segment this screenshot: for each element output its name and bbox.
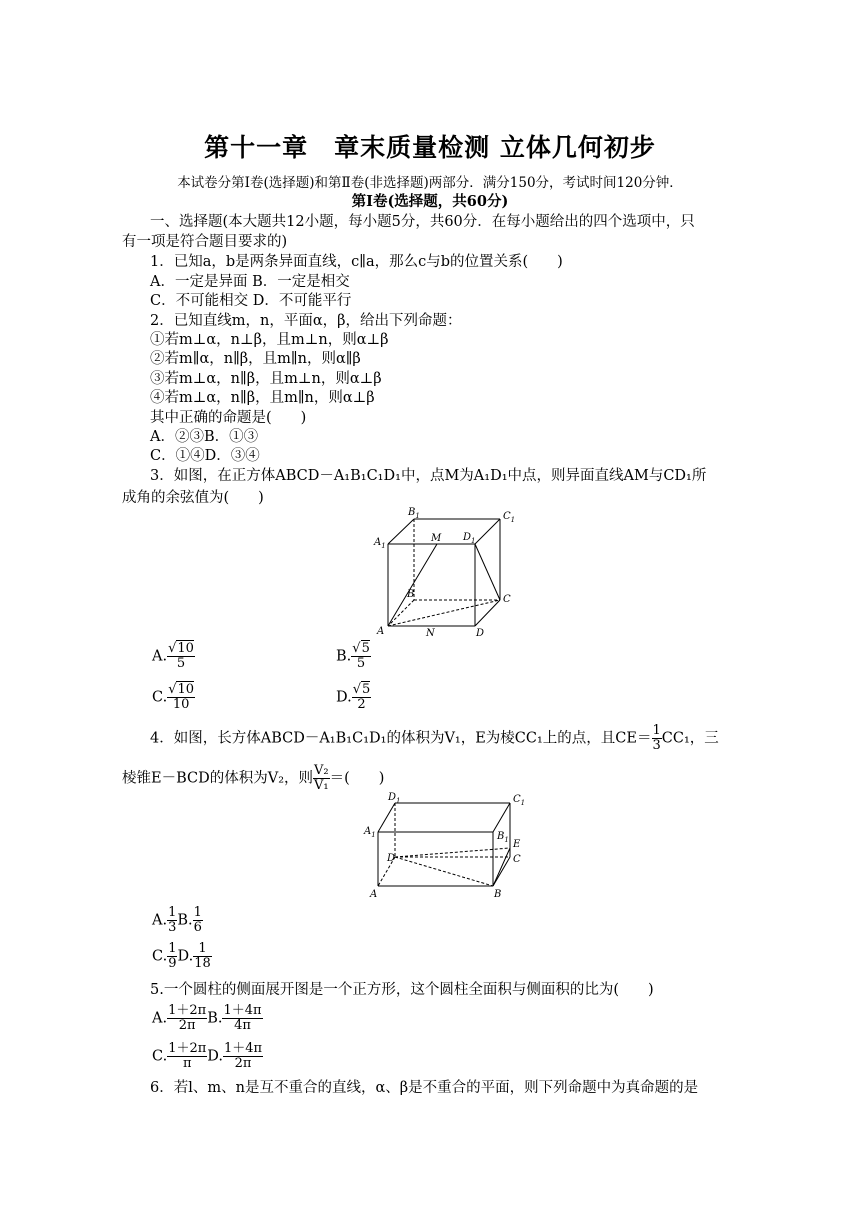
section1-instructions-cont: 有一项是符合题目要求的) [122,234,288,250]
label-C: C [513,854,521,865]
q1-options-ab: A．一定是异面 B．一定是相交 [150,274,350,290]
label-E: E [513,839,521,850]
q2-stem: 2．已知直线m，n，平面α，β，给出下列命题： [150,313,462,329]
label-A1: $A_1$ [364,826,376,839]
label-M: M [431,533,442,544]
label-A: A [370,889,378,900]
q3-option-c: C. $\frac{√10}{10}$ [152,682,195,712]
q3-option-d: D. $\frac{√5}{2}$ [336,682,371,712]
label-D: D [387,853,396,864]
q4-options-ab: A. $\frac{1}{3}$ B. $\frac{1}{6}$ [152,905,202,935]
q3-option-b: B. $\frac{√5}{5}$ [336,641,370,671]
q4-options-cd: C. $\frac{1}{9}$ D. $\frac{1}{18}$ [152,941,211,971]
q2-proposition-1: ①若m⊥α，n⊥β，且m⊥n，则α⊥β [150,332,389,348]
label-B: B [407,589,415,600]
q5-options-ab: A. $\frac{1+2\pi}{2\pi}$ B. $\frac{1+4\pi}{4\pi}$ [152,1003,262,1033]
q3-stem: 3．如图，在正方体ABCD－A₁B₁C₁D₁中，点M为A₁D₁中点，则异面直线AM与CD₁所 [150,468,707,484]
label-B1: $B_1$ [408,507,420,520]
q3-cube-figure [368,500,528,640]
label-D1: $D_1$ [388,792,401,805]
label-A: A [377,626,385,637]
page-title: 第十一章 章末质量检测 立体几何初步 [204,133,656,162]
label-N: N [426,628,435,639]
q4-stem: 4．如图，长方体ABCD－A₁B₁C₁D₁的体积为V₁，E为棱CC₁上的点，且CE＝ $\frac{1}{3}$ CC₁，三 [150,723,719,753]
part1-heading: 第Ⅰ卷(选择题，共60分) [351,193,509,210]
q2-options-cd: C．①④D．③④ [150,448,260,464]
label-A1: $A_1$ [374,537,386,550]
label-D1: $D_1$ [463,532,476,545]
q2-ask: 其中正确的命题是( ) [150,410,307,426]
q4-cuboid-figure [360,790,540,905]
q5-stem: 5.一个圆柱的侧面展开图是一个正方形，这个圆柱全面积与侧面积的比为( ) [150,982,654,998]
q2-proposition-3: ③若m⊥α，n∥β，且m⊥n，则α⊥β [150,371,382,387]
label-C1: $C_1$ [503,511,516,524]
exam-intro: 本试卷分第Ⅰ卷(选择题)和第Ⅱ卷(非选择题)两部分．满分150分，考试时间120分钟． [177,175,683,191]
label-D: D [476,628,485,639]
q3-option-a: A. $\frac{√10}{5}$ [152,641,194,671]
q3-stem-cont: 成角的余弦值为( ) [122,490,264,506]
q2-proposition-4: ④若m⊥α，n∥β，且m∥n，则α⊥β [150,390,375,406]
label-C1: $C_1$ [513,794,526,807]
q2-options-ab: A．②③B．①③ [150,429,259,445]
label-C: C [503,594,511,605]
q1-stem: 1．已知a，b是两条异面直线，c∥a，那么c与b的位置关系( ) [150,254,563,270]
q2-proposition-2: ②若m∥α，n∥β，且m∥n，则α∥β [150,351,361,367]
label-B: B [494,889,502,900]
section1-instructions: 一、选择题(本大题共12小题，每小题5分，共60分．在每小题给出的四个选项中，只 [150,214,695,230]
q5-options-cd: C. $\frac{1+2\pi}{\pi}$ D. $\frac{1+4\pi}{2\pi}$ [152,1041,263,1071]
label-B1: $B_1$ [497,831,509,844]
q4-stem-cont: 棱锥E－BCD的体积为V₂，则 $\frac{\text{V₂}}{\text{V₁}}$ ＝( ) [122,763,385,793]
q1-options-cd: C．不可能相交 D．不可能平行 [150,293,352,309]
q6-stem: 6．若l、m、n是互不重合的直线，α、β是不重合的平面，则下列命题中为真命题的是 [150,1080,699,1096]
